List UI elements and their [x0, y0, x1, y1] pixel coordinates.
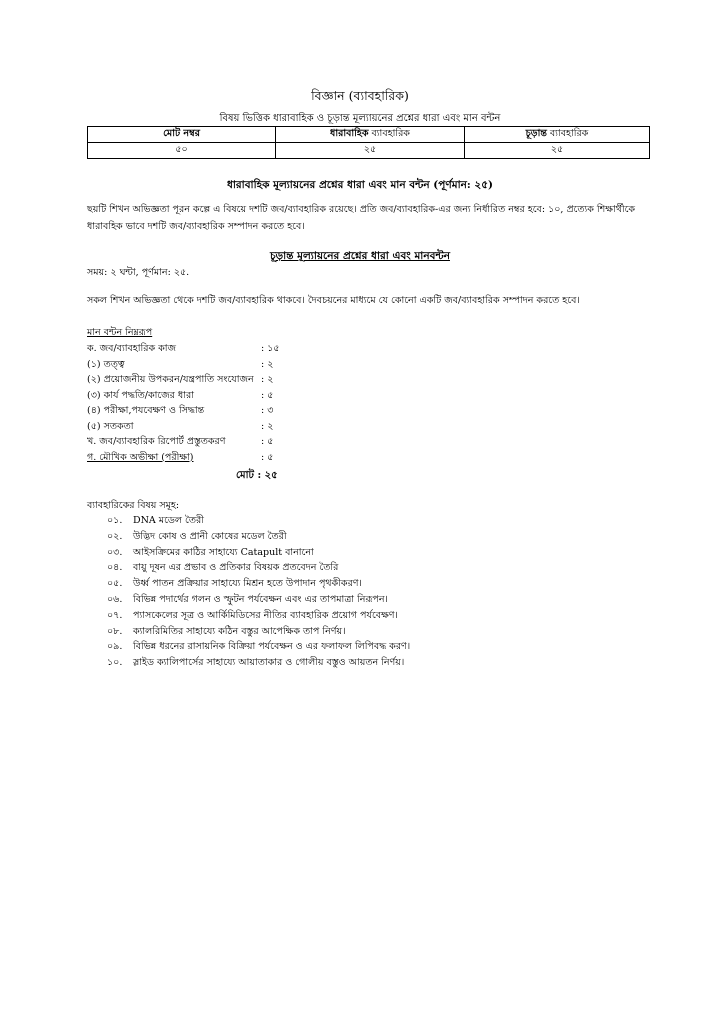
time-marks: সময়: ২ ঘন্টা, পূর্ণমান: ২৫. [87, 267, 190, 278]
final-paragraph: সকল শিখন অভিজ্ঞতা থেকে দশটি জব/ব্যাবহারিক থাকবে। দৈবচয়নের মাধ্যমে যে কোনো একটি জব/ব্যাবহারিক সম্পাদন করতে হবে। [87, 295, 580, 306]
total-marks: মোট : ২৫ [236, 470, 278, 481]
marks-table [87, 126, 650, 159]
table-cell: ২৫ [465, 143, 650, 159]
table-header-cell: চূড়ান্ত ব্যাবহারিক [465, 127, 650, 143]
list-item: (৩) কার্য পদ্ধতি/কাজের ধারা : ৫ [87, 389, 274, 401]
table-header-row [88, 127, 650, 143]
continuous-heading: ধারাবাহিক মূল্যায়নের প্রশ্নের ধারা এবং মান বন্টন (পূর্ণমান: ২৫) [226, 179, 494, 191]
table-header-cell: মোট নম্বর [88, 127, 276, 143]
continuous-paragraph: ছয়টি শিখন অভিজ্ঞতা পূরন কল্পে এ বিষয়ে দশটি জব/ব্যাবহারিক রয়েছে। প্রতি জব/ব্যাবহারিক-এর জন্য নির্ধারিত নম্বর হবে: ১০, প্রত্যেক শিক্ষার্থীকে ধারাবহিক ভাবে দশটি জব/ব্যাবহারিক সম্পাদন করতে হবে। [87, 204, 636, 232]
list-item: গ. মৌখিক অভীক্ষা (পরীক্ষা) : ৫ [87, 451, 274, 463]
table-header-cell: ধারাবাহিক ব্যাবহারিক [276, 127, 465, 143]
table-row [88, 143, 650, 159]
list-item: (২) প্রয়োজনীয় উপকরন/যন্ত্রপাতি সংযোজন : ২ [87, 374, 274, 385]
page-subtitle: বিষয় ভিত্তিক ধারাবাহিক ও চূড়ান্ত মূল্যায়নের প্রশ্নের ধারা এবং মান বন্টন [219, 113, 501, 124]
distribution-list [87, 342, 307, 466]
list-item: (১) তত্ত্ব : ২ [87, 358, 274, 370]
table-cell: ৫০ [88, 143, 276, 159]
list-item: খ. জব/ব্যাবহারিক রিপোর্ট প্রস্তুতকরণ : ৫ [87, 436, 274, 447]
list-item: ক. জব/ব্যাবহারিক কাজ : ১৫ [87, 343, 280, 354]
list-item: (৪) পরীক্ষা,পযবেক্ষণ ও সিদ্ধান্ত : ৩ [87, 405, 274, 416]
table-cell: ২৫ [276, 143, 465, 159]
subjects-heading: ব্যাবহারিকের বিষয় সমূহ: [87, 500, 180, 511]
distribution-heading: মান বন্টন নিম্নরূপ [87, 327, 153, 338]
page-title: বিজ্ঞান (ব্যাবহারিক) [311, 88, 409, 103]
list-item: (৫) সতকতা : ২ [87, 420, 274, 432]
final-heading: চূড়ান্ত মূল্যায়নের প্রশ্নের ধারা এবং মানবন্টন [270, 250, 450, 262]
